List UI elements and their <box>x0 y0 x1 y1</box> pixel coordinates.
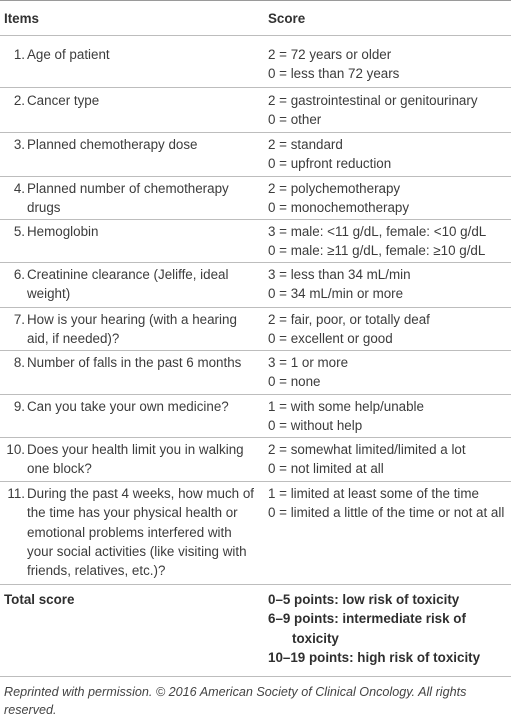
row-rule <box>0 262 511 263</box>
score-line: 0 = not limited at all <box>268 461 384 477</box>
score-line: 0 = excellent or good <box>268 331 393 347</box>
row-score <box>268 265 511 304</box>
row-number: 10. <box>6 442 25 457</box>
score-line: 0 = upfront reduction <box>268 156 392 172</box>
row-number: 4. <box>13 181 25 196</box>
score-line: 0 = none <box>268 374 321 390</box>
score-line: 3 = male: <11 g/dL, female: <10 g/dL <box>268 224 487 239</box>
score-line: 0 = monochemotherapy <box>268 200 410 216</box>
total-range-line: 10–19 points: high risk of toxicity <box>268 649 481 665</box>
row-number: 11. <box>7 486 25 501</box>
total-range-line: 6–9 points: intermediate risk of toxicity <box>268 611 466 646</box>
row-item: Age of patient <box>27 47 110 62</box>
row-item: During the past 4 weeks, how much of the time has your physical health or emotional problems interfered with your social activities (like visiting with friends, relatives, etc.)? <box>27 486 255 579</box>
row-score <box>268 179 511 218</box>
table-top-rule <box>0 0 511 1</box>
row-rule <box>0 350 511 351</box>
row-item: Can you take your own medicine? <box>27 399 229 414</box>
row-number: 2. <box>13 93 25 108</box>
row-item: Hemoglobin <box>27 224 99 239</box>
score-line: 0 = male: ≥11 g/dL, female: ≥10 g/dL <box>268 243 486 259</box>
score-line: 1 = with some help/unable <box>268 399 424 414</box>
row-score <box>268 135 511 174</box>
row-item: Creatinine clearance (Jeliffe, ideal weight) <box>27 267 229 302</box>
score-line: 0 = other <box>268 112 322 128</box>
total-score-ranges <box>268 590 508 667</box>
score-line: 0 = limited a little of the time or not at all <box>268 505 505 521</box>
row-score <box>268 222 511 261</box>
row-number: 9. <box>13 399 25 414</box>
score-line: 0 = without help <box>268 418 363 434</box>
row-item: How is your hearing (with a hearing aid, if needed)? <box>27 312 237 347</box>
total-score-label: Total score <box>4 592 75 607</box>
row-score <box>268 353 511 392</box>
row-rule <box>0 132 511 133</box>
row-rule <box>0 219 511 220</box>
row-number: 8. <box>13 355 25 370</box>
score-line: 3 = 1 or more <box>268 355 349 370</box>
row-score <box>268 310 511 349</box>
header-rule <box>0 35 511 36</box>
row-rule <box>0 87 511 88</box>
row-number: 7. <box>13 312 25 327</box>
row-number: 6. <box>13 267 25 282</box>
row-item: Does your health limit you in walking one block? <box>27 442 244 477</box>
score-line: 2 = gastrointestinal or genitourinary <box>268 93 478 108</box>
score-line: 2 = 72 years or older <box>268 47 392 62</box>
row-rule <box>0 584 511 585</box>
total-range-line: 0–5 points: low risk of toxicity <box>268 592 460 607</box>
table-bottom-rule <box>0 676 511 677</box>
row-score <box>268 440 511 479</box>
score-line: 2 = fair, poor, or totally deaf <box>268 312 430 327</box>
row-score <box>268 397 511 436</box>
row-score <box>268 91 511 130</box>
header-items: Items <box>4 11 39 26</box>
row-score <box>268 484 511 523</box>
copyright-footnote: Reprinted with permission. © 2016 American Society of Clinical Oncology. All rights reserved. <box>4 685 467 717</box>
score-line: 1 = limited at least some of the time <box>268 486 480 501</box>
score-line: 2 = standard <box>268 137 343 152</box>
score-line: 0 = 34 mL/min or more <box>268 286 404 302</box>
header-score: Score <box>268 11 306 26</box>
row-score <box>268 45 511 84</box>
row-rule <box>0 481 511 482</box>
score-line: 0 = less than 72 years <box>268 66 400 82</box>
score-line: 2 = somewhat limited/limited a lot <box>268 442 466 457</box>
row-number: 1. <box>13 47 25 62</box>
row-rule <box>0 437 511 438</box>
row-item: Planned number of chemotherapy drugs <box>27 181 229 216</box>
row-rule <box>0 394 511 395</box>
score-line: 3 = less than 34 mL/min <box>268 267 411 282</box>
row-item: Cancer type <box>27 93 100 108</box>
row-rule <box>0 176 511 177</box>
row-item: Planned chemotherapy dose <box>27 137 198 152</box>
score-line: 2 = polychemotherapy <box>268 181 401 196</box>
row-rule <box>0 307 511 308</box>
row-item: Number of falls in the past 6 months <box>27 355 242 370</box>
row-number: 5. <box>13 224 25 239</box>
row-number: 3. <box>13 137 25 152</box>
